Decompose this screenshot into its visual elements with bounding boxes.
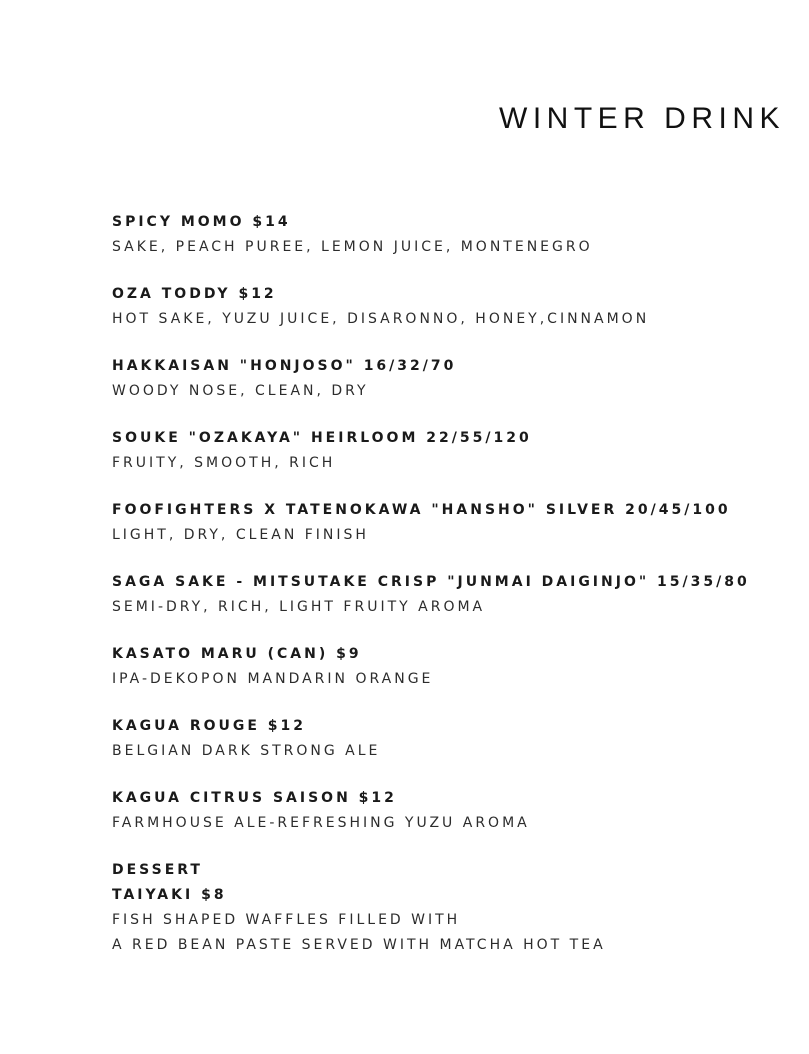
menu-item-description: LIGHT, DRY, CLEAN FINISH bbox=[112, 527, 369, 543]
menu-item bbox=[112, 210, 802, 260]
menu-item-name: KAGUA CITRUS SAISON $12 bbox=[112, 790, 397, 806]
dessert-item-name: TAIYAKI $8 bbox=[112, 887, 227, 903]
menu-item bbox=[112, 570, 802, 620]
menu-item-description: SAKE, PEACH PUREE, LEMON JUICE, MONTENEGRO bbox=[112, 239, 593, 255]
menu-item-name: KASATO MARU (CAN) $9 bbox=[112, 646, 362, 662]
dessert-description-line: FISH SHAPED WAFFLES FILLED WITH bbox=[112, 912, 461, 928]
menu-item bbox=[112, 642, 802, 692]
dessert-section bbox=[112, 858, 802, 958]
drink-menu-list bbox=[112, 210, 802, 980]
menu-item bbox=[112, 498, 802, 548]
menu-item bbox=[112, 714, 802, 764]
menu-item-description: IPA-DEKOPON MANDARIN ORANGE bbox=[112, 671, 434, 687]
menu-item-description: WOODY NOSE, CLEAN, DRY bbox=[112, 383, 369, 399]
menu-item bbox=[112, 786, 802, 836]
menu-item-name: HAKKAISAN "HONJOSO" 16/32/70 bbox=[112, 358, 457, 374]
menu-item-description: FARMHOUSE ALE-REFRESHING YUZU AROMA bbox=[112, 815, 530, 831]
dessert-description-line: A RED BEAN PASTE SERVED WITH MATCHA HOT TEA bbox=[112, 937, 606, 953]
menu-item-name: KAGUA ROUGE $12 bbox=[112, 718, 307, 734]
menu-item bbox=[112, 282, 802, 332]
menu-item-name: OZA TODDY $12 bbox=[112, 286, 277, 302]
menu-item-description: SEMI-DRY, RICH, LIGHT FRUITY AROMA bbox=[112, 599, 486, 615]
dessert-heading: DESSERT bbox=[112, 862, 203, 878]
menu-item bbox=[112, 426, 802, 476]
menu-item-name: SPICY MOMO $14 bbox=[112, 214, 291, 230]
menu-item-name: SAGA SAKE - MITSUTAKE CRISP "JUNMAI DAIGINJO" 15/35/80 bbox=[112, 574, 750, 590]
menu-item bbox=[112, 354, 802, 404]
menu-item-description: HOT SAKE, YUZU JUICE, DISARONNO, HONEY,CINNAMON bbox=[112, 311, 650, 327]
menu-item-description: FRUITY, SMOOTH, RICH bbox=[112, 455, 336, 471]
menu-item-name: FOOFIGHTERS X TATENOKAWA "HANSHO" SILVER 20/45/100 bbox=[112, 502, 731, 518]
menu-item-name: SOUKE "OZAKAYA" HEIRLOOM 22/55/120 bbox=[112, 430, 532, 446]
menu-title: WINTER DRINK bbox=[499, 102, 785, 135]
menu-item-description: BELGIAN DARK STRONG ALE bbox=[112, 743, 381, 759]
